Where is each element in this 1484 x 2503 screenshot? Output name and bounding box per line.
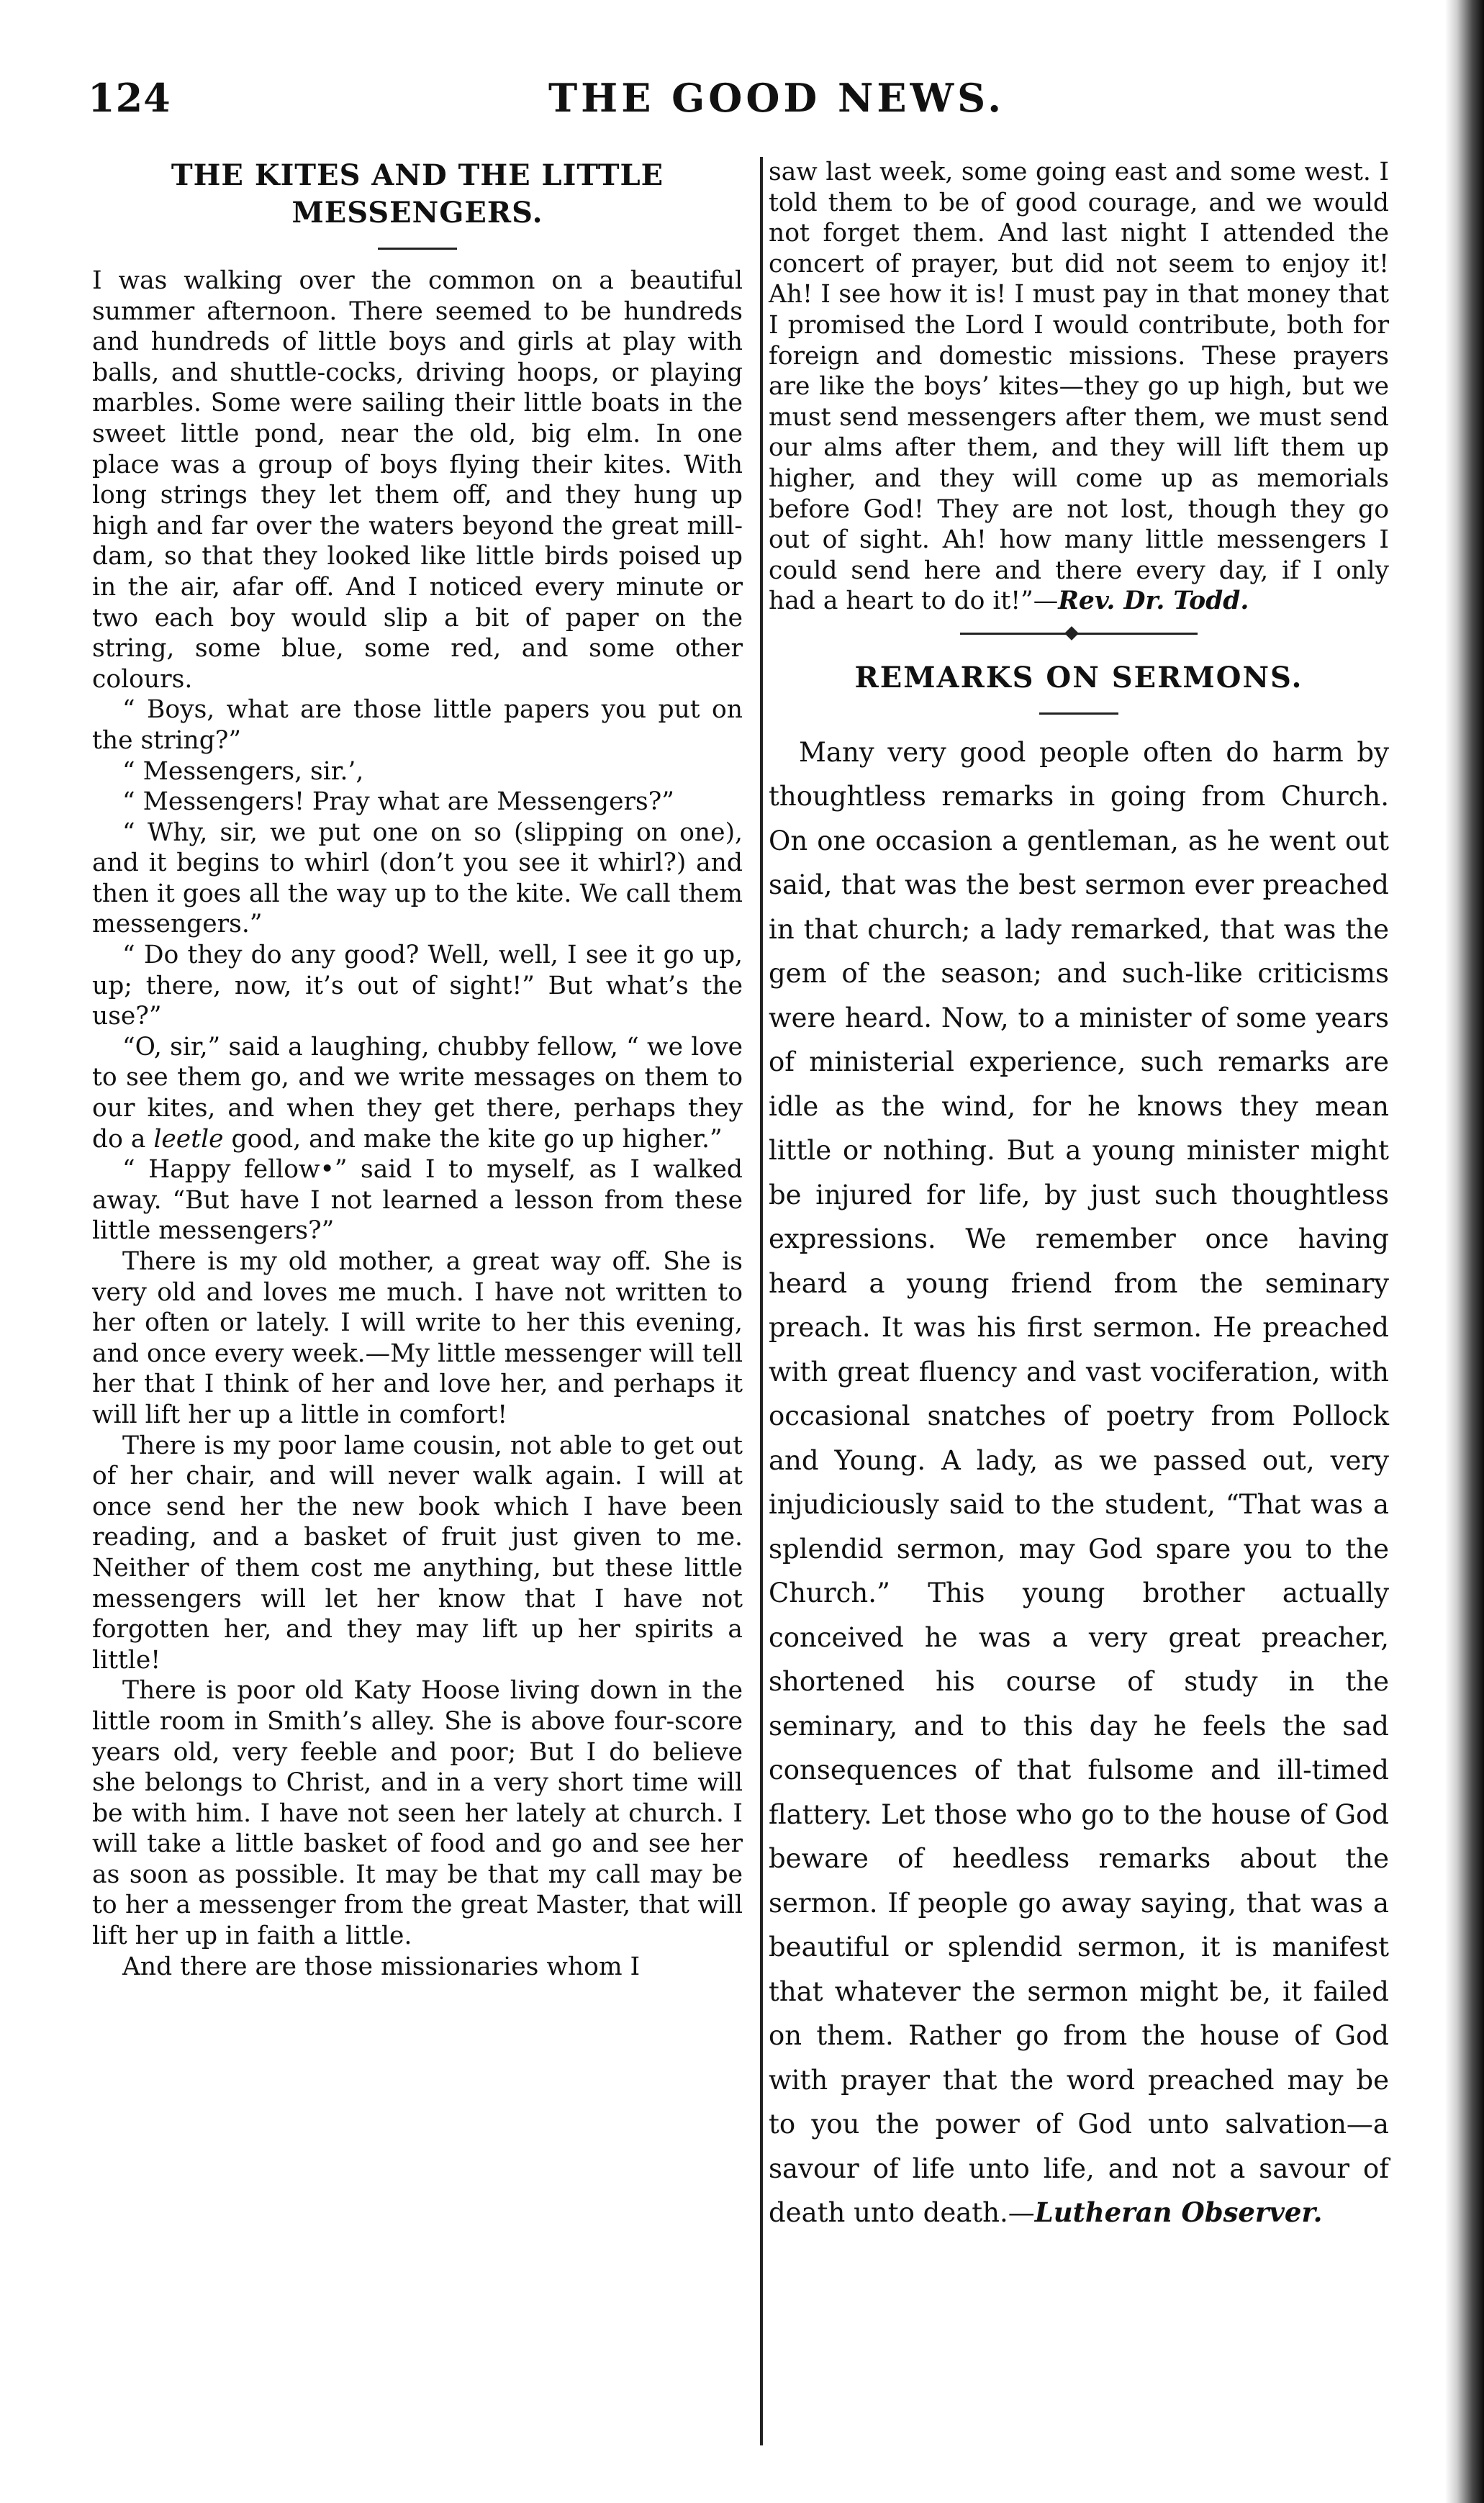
paragraph: There is my poor lame cousin, not able to get out of her chair, and will never walk again. I will at once send her the new book which I have been reading, and a basket of fruit just given to me. Neither of them cost me anything, but these little messengers will let her know that I have not forgotten her, and they may lift up her spirits a little! [92, 1431, 743, 1675]
page-number: 124 [88, 75, 171, 121]
article-body-kites [92, 266, 743, 1982]
author-signature: Rev. Dr. Todd. [1058, 587, 1249, 616]
paragraph: “O, sir,” said a laughing, chubby fellow, “ we love to see them go, and we write messages on them to our kites, and when they get there, perhaps they do a leetle good, and make the kite go up higher.” [92, 1032, 743, 1154]
paragraph: “ Boys, what are those little papers you put on the string?” [92, 695, 743, 755]
paragraph: “ Happy fellow•” said I to myself, as I walked away. “But have I not learned a lesson from these little messengers?” [92, 1155, 743, 1246]
right-column [769, 157, 1389, 2235]
title-rule [1039, 712, 1118, 715]
journal-title: THE GOOD NEWS. [548, 75, 1005, 121]
article-body-sermons [769, 730, 1389, 2235]
page-header [88, 75, 1441, 132]
paragraph: “ Messengers! Pray what are Messengers?” [122, 787, 674, 817]
paragraph: “ Do they do any good? Well, well, I see it go up, up; there, now, it’s out of sight!” But what’s the use?” [92, 941, 743, 1031]
paragraph [769, 157, 1389, 617]
article-title-kites: THE KITES AND THE LITTLE MESSENGERS. [171, 158, 664, 230]
paragraph [769, 730, 1389, 2235]
sermons-text: Many very good people often do harm by thoughtless remarks in going from Church. On one occasion a gentleman, as he went out said, that was the best sermon ever preached in that church; a lady remarked, that was the gem of the season; and such-like criticisms were heard. Now, to a minister of some years of ministerial experience, such remarks are idle as the wind, for he knows they mean little or nothing. But a young minister might be injured for life, by just such thoughtless expressions. We remember once having heard a young friend from the seminary preach. It was his first sermon. He preached with great fluency and vast vociferation, with occasional snatches of poetry from Pollock and Young. A lady, as we passed out, very injudiciously said to the student, “That was a splendid sermon, may God spare you to the Church.” This young brother actually conceived he was a very great preacher, shortened his course of study in the seminary, and to this day he feels the sad consequences of that fulsome and ill-timed flattery. Let those who go to the house of God beware of heedless remarks about the sermon. If people go away saying, that was a beautiful or splendid sermon, it is manifest that whatever the sermon might be, it failed on them. Rather go from the house of God with prayer that the word preached may be to you the power of God unto salvation—a savour of life unto life, and not a savour of death unto death.— [769, 736, 1389, 2229]
paragraph: There is poor old Katy Hoose living down in the little room in Smith’s alley. She is above four-score years old, very feeble and poor; But I do believe she belongs to Christ, and in a very short time will be with him. I have not seen her lately at church. I will take a little basket of food and go and see her as soon as possible. It may be that my call may be to her a messenger from the great Master, that will lift her up in faith a little. [92, 1676, 743, 1951]
title-rule [378, 248, 457, 250]
paragraph: There is my old mother, a great way off. She is very old and loves me much. I have not written to her often or lately. I will write to her this evening, and once every week.—My little messenger will tell her that I think of her and love her, and perhaps it will lift her up a little in comfort! [92, 1247, 743, 1429]
paragraph: And there are those missionaries whom I [122, 1952, 641, 1981]
paragraph: “ Why, sir, we put one on so (slipping on one), and it begins to whirl (don’t you see it whirl?) and then it goes all the way up to the kite. We call them messengers.” [92, 818, 743, 939]
article-continuation-kites [769, 157, 1389, 617]
continuation-text: saw last week, some going east and some west. I told them to be of good courage, and we would not forget them. And last night I attended the concert of prayer, but did not seem to enjoy it! Ah! I see how it is! I must pay in that money that I promised the Lord I would contribute, both for foreign and domestic missions. These prayers are like the boys’ kites—they go up high, but we must send messengers after them, we must send our alms after them, and they will lift them up higher, and they will come up as memorials before God! They are not lost, though they go out of sight. Ah! how many little messengers I could send here and there every day, if I only had a heart to do it!”— [769, 158, 1389, 616]
article-title-sermons: REMARKS ON SERMONS. [854, 660, 1303, 694]
source-signature: Lutheran Observer. [1034, 2196, 1323, 2229]
left-column [92, 157, 743, 1982]
page-binding-edge [1445, 0, 1484, 2503]
paragraph: I was walking over the common on a beautiful summer afternoon. There seemed to be hundreds and hundreds of little boys and girls at play with balls, and shuttle-cocks, driving hoops, or playing marbles. Some were sailing their little boats in the sweet little pond, near the old, big elm. In one place was a group of boys flying their kites. With long strings they let them off, and they hung up high and far over the waters beyond the great mill-dam, so that they looked like little birds poised up in the air, afar off. And I noticed every minute or two each boy would slip a bit of paper on the string, some blue, some red, and some other colours. [92, 266, 743, 694]
article-separator [960, 633, 1198, 635]
paragraph: “ Messengers, sir.’, [122, 756, 364, 786]
column-divider [760, 157, 763, 2445]
